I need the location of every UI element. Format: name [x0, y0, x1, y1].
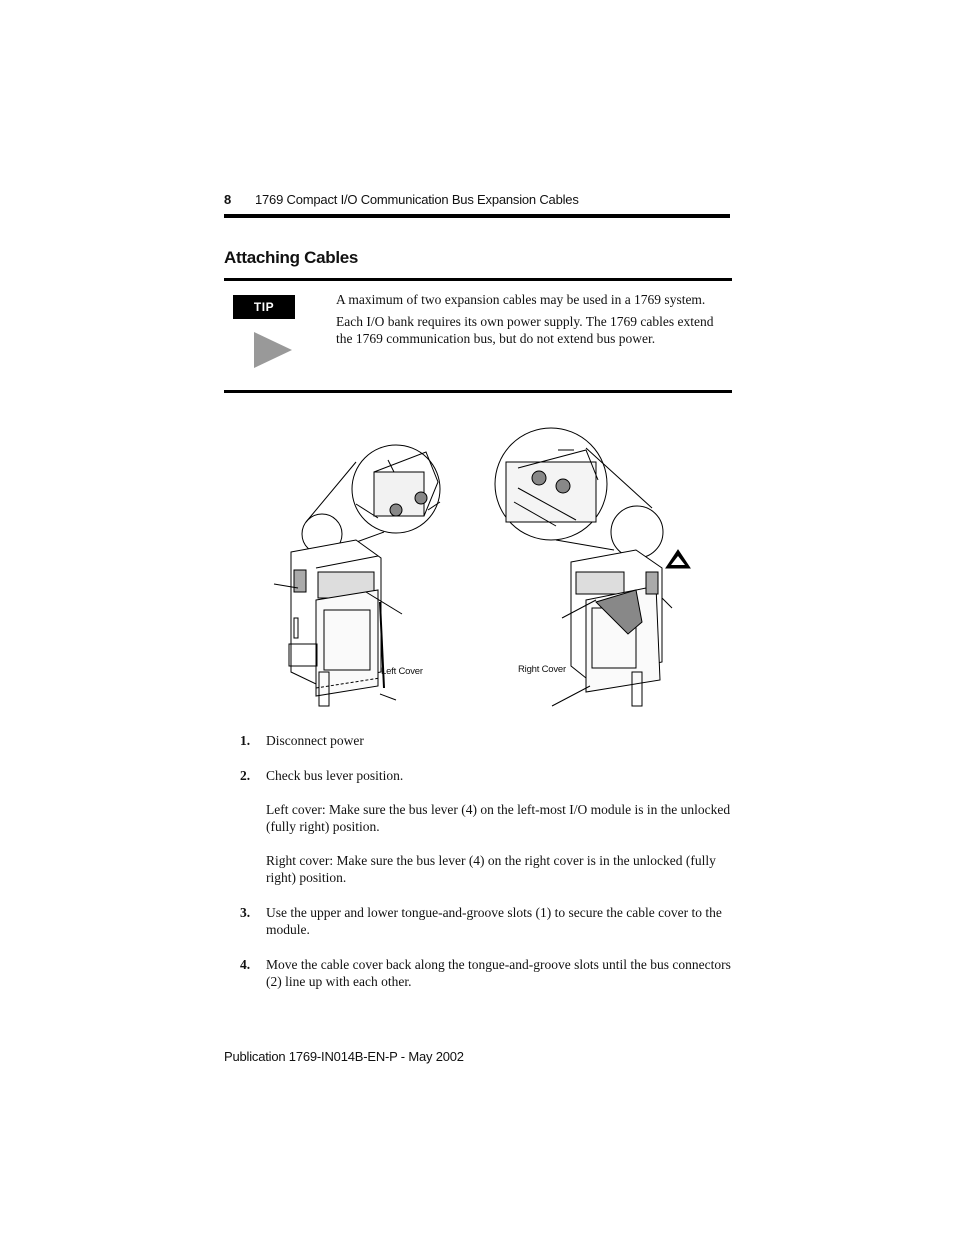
step-item	[240, 904, 732, 938]
tip-badge: TIP	[233, 295, 295, 319]
header-rule	[224, 214, 730, 218]
tip-box	[224, 278, 732, 393]
step-item	[240, 956, 732, 990]
left-cover-label: Left Cover	[381, 666, 423, 677]
step-item	[240, 767, 732, 886]
step-subtext: Left cover: Make sure the bus lever (4) on the left-most I/O module is in the unlocked (fully right) position.	[266, 802, 731, 834]
tip-paragraph: Each I/O bank requires its own power supply. The 1769 cables extend the 1769 communication bus, but do not extend bus power.	[336, 313, 714, 346]
step-text: Check bus lever position.	[266, 768, 404, 783]
step-number: 3.	[240, 905, 251, 920]
step-item	[240, 732, 732, 749]
step-number: 4.	[240, 957, 251, 972]
page-header	[224, 192, 730, 218]
cable-cover-illustration	[256, 422, 696, 712]
tip-arrow-icon	[254, 332, 292, 368]
step-text: Disconnect power	[266, 733, 364, 748]
running-title: 1769 Compact I/O Communication Bus Expansion Cables	[255, 192, 579, 207]
cable-cover-figure	[256, 422, 696, 712]
publication-footer: Publication 1769-IN014B-EN-P - May 2002	[224, 1049, 464, 1064]
step-text: Move the cable cover back along the tongue-and-groove slots until the bus connectors (2) line up with each other.	[266, 957, 731, 989]
step-number: 1.	[240, 733, 251, 748]
tip-text	[336, 291, 722, 352]
section-title: Attaching Cables	[224, 248, 359, 267]
steps-list	[240, 732, 732, 1008]
page-number: 8	[224, 192, 232, 207]
step-subtext: Right cover: Make sure the bus lever (4) on the right cover is in the unlocked (fully right) position.	[266, 853, 716, 885]
right-cover-label: Right Cover	[518, 664, 566, 675]
tip-paragraph: A maximum of two expansion cables may be used in a 1769 system.	[336, 292, 706, 307]
step-text: Use the upper and lower tongue-and-groove slots (1) to secure the cable cover to the module.	[266, 905, 722, 937]
step-number: 2.	[240, 768, 251, 783]
